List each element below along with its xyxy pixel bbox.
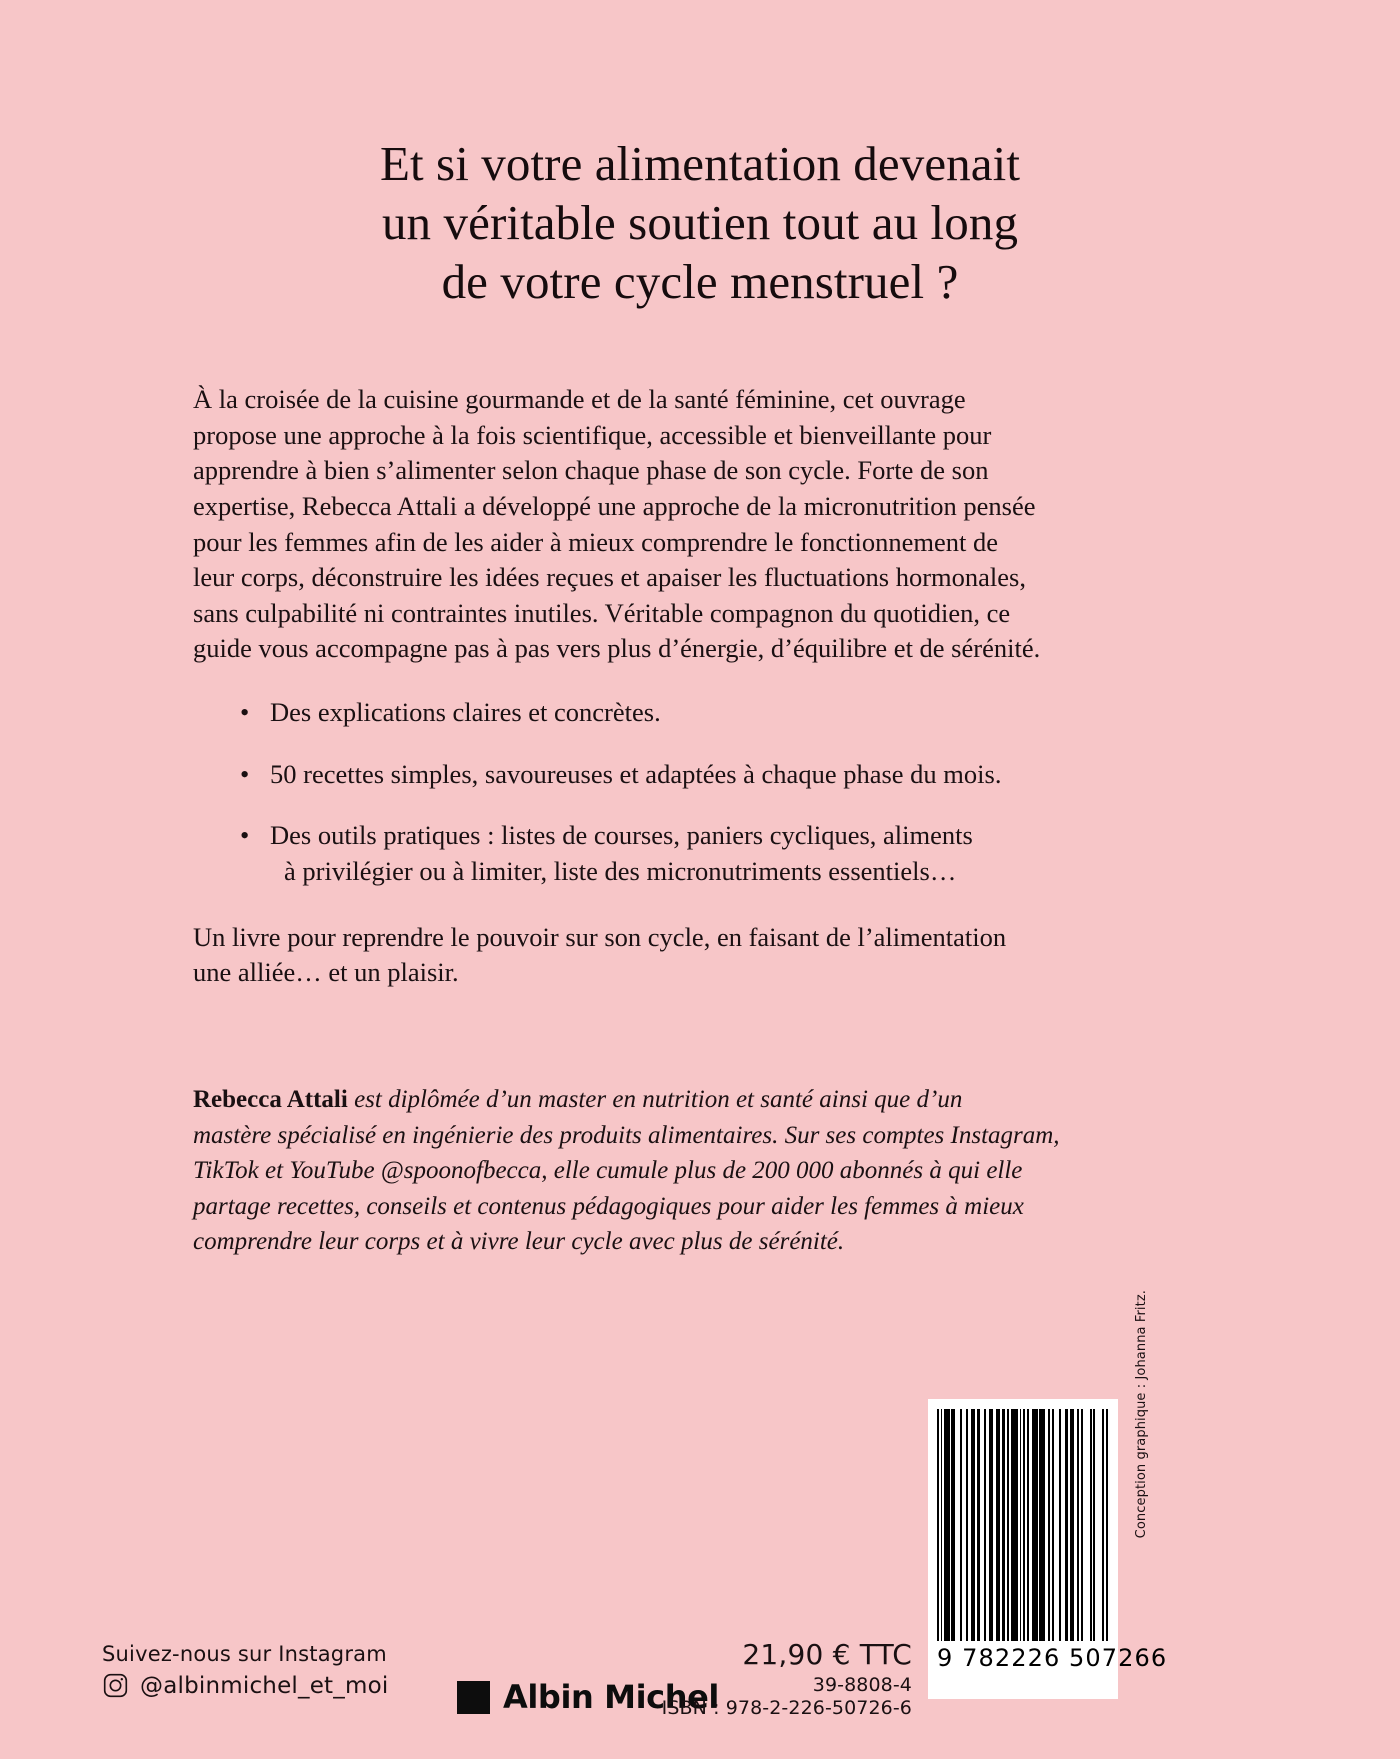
design-credit: Conception graphique : Johanna Fritz. [1134, 1290, 1149, 1539]
black-square-logo-icon [457, 1681, 490, 1714]
headline-line-3: de votre cycle menstruel ? [441, 253, 959, 309]
author-bio-text: est diplômée d’un master en nutrition et santé ainsi que d’un [347, 1086, 963, 1113]
publisher-name: Albin Michel [503, 1678, 719, 1716]
list-item-line: 50 recettes simples, savoureuses et adaptées à chaque phase du mois. [270, 758, 1002, 789]
author-bio-line: partage recettes, conseils et contenus pédagogiques pour aider les femmes à mieux [193, 1192, 1024, 1220]
intro-line: pour les femmes afin de les aider à mieux comprendre le fonctionnement de [193, 526, 999, 557]
price: 21,90 € TTC [742, 1638, 912, 1671]
intro-line: guide vous accompagne pas à pas vers plus d’énergie, d’équilibre et de sérénité. [193, 633, 1041, 664]
bullet-marker-icon: • [240, 820, 250, 851]
author-bio [193, 1082, 1073, 1260]
intro-line: leur corps, déconstruire les idées reçues et apaiser les fluctuations hormonales, [193, 562, 1026, 593]
list-item-line: à privilégier ou à limiter, liste des micronutriments essentiels… [284, 856, 957, 887]
feature-bullet-list [193, 695, 1073, 890]
social-follow-block [102, 1642, 388, 1699]
instagram-icon [102, 1672, 129, 1699]
intro-line: expertise, Rebecca Attali a développé une approche de la micronutrition pensée [193, 490, 1036, 521]
instagram-handle-row[interactable] [102, 1672, 388, 1699]
closing-line: Un livre pour reprendre le pouvoir sur son cycle, en faisant de l’alimentation [193, 921, 1007, 952]
instagram-handle: @albinmichel_et_moi [140, 1672, 389, 1699]
intro-line: propose une approche à la fois scientifique, accessible et bienveillante pour [193, 419, 992, 450]
list-item [240, 695, 1073, 731]
intro-line: À la croisée de la cuisine gourmande et de la santé féminine, cet ouvrage [193, 384, 966, 414]
intro-paragraph [193, 382, 1073, 667]
barcode-digits: 9 782226 507266 [937, 1644, 1168, 1672]
author-name: Rebecca Attali [193, 1086, 348, 1113]
closing-line: une alliée… et un plaisir. [193, 957, 459, 988]
closing-paragraph [193, 920, 1073, 991]
author-bio-line: comprendre leur corps et à vivre leur cycle avec plus de sérénité. [193, 1228, 845, 1255]
headline-line-2: un véritable soutien tout au long [381, 194, 1019, 250]
author-bio-line: mastère spécialisé en ingénierie des produits alimentaires. Sur ses comptes Instagram, [193, 1121, 1060, 1149]
list-item [240, 818, 1073, 889]
follow-label: Suivez-nous sur Instagram [102, 1642, 387, 1666]
author-bio-line [193, 1082, 1073, 1118]
intro-line: apprendre à bien s’alimenter selon chaque phase de son cycle. Forte de son [193, 455, 989, 486]
reference-number: 39-8808-4 [812, 1674, 912, 1696]
isbn: ISBN : 978-2-226-50726-6 [661, 1697, 912, 1719]
price-isbn-block [662, 1638, 912, 1719]
list-item-line: Des explications claires et concrètes. [270, 697, 661, 728]
bullet-marker-icon: • [240, 758, 250, 789]
headline-line-1: Et si votre alimentation devenait [379, 136, 1021, 191]
list-item [240, 757, 1073, 793]
bullet-marker-icon: • [240, 697, 250, 728]
headline [0, 135, 1400, 311]
list-item-line: Des outils pratiques : listes de courses, paniers cycliques, aliments [270, 820, 973, 851]
blurb-block [193, 382, 1073, 991]
barcode-bars [937, 1409, 1109, 1641]
intro-line: sans culpabilité ni contraintes inutiles. Véritable compagnon du quotidien, ce [193, 597, 1011, 628]
author-bio-line: TikTok et YouTube @spoonofbecca, elle cumule plus de 200 000 abonnés à qui elle [193, 1157, 1023, 1184]
